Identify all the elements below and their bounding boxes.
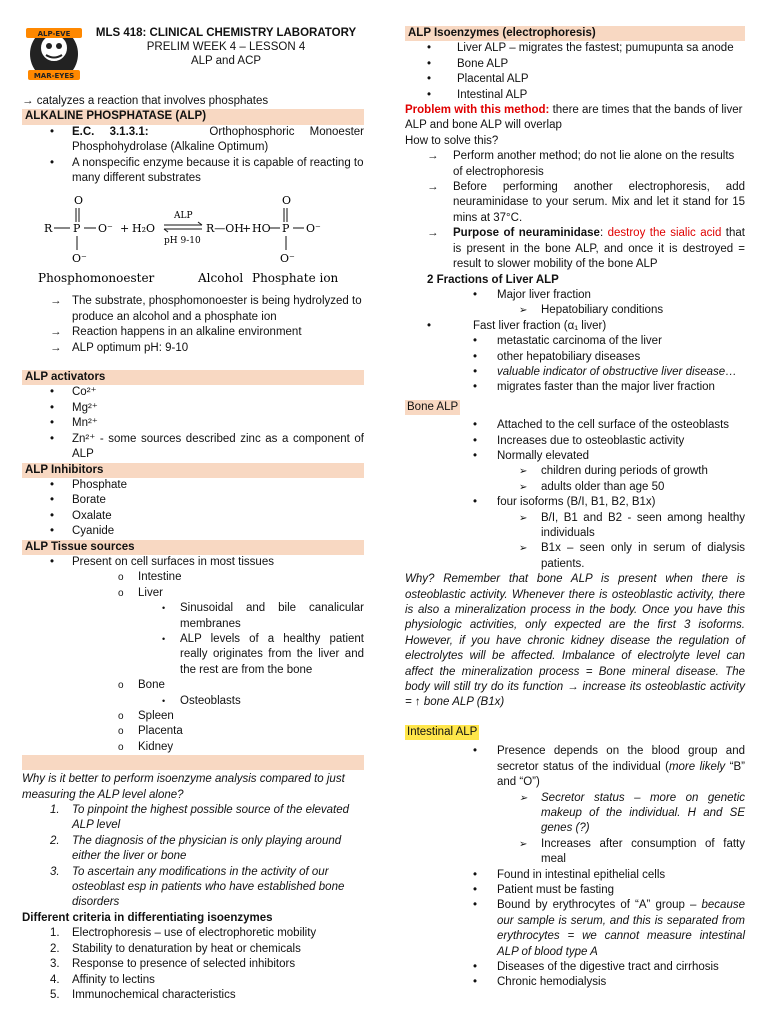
list-item: • Oxalate xyxy=(22,509,364,524)
alp-section-title: ALKALINE PHOSPHATASE (ALP) xyxy=(22,109,364,124)
list-item: → Perform another method; do not lie alone on the results of electrophoresis xyxy=(405,149,745,180)
criteria-list xyxy=(22,926,364,1003)
svg-text:R: R xyxy=(44,222,53,236)
list-item: • Placental ALP xyxy=(405,72,745,87)
list-item: 4. Affinity to lectins xyxy=(50,973,155,986)
reaction-notes xyxy=(22,294,364,356)
criteria-title: Different criteria in differentiating isoenzymes xyxy=(22,911,273,924)
svg-text:R—OH: R—OH xyxy=(206,222,244,236)
list-item: ➢ children during periods of growth xyxy=(405,464,745,479)
intestinal-alp-title: Intestinal ALP xyxy=(405,725,479,740)
list-item: • Liver ALP – migrates the fastest; pumupunta sa anode xyxy=(405,41,745,56)
list-item: • migrates faster than the major liver fraction xyxy=(405,380,745,395)
list-item: ➢ Hepatobiliary conditions xyxy=(405,303,745,318)
list-item: • E.C. 3.1.3.1: Orthophosphoric Monoester Phosphohydrolase (Alkaline Optimum) xyxy=(22,125,364,156)
list-item: • Major liver fraction xyxy=(405,288,745,303)
list-item: ➢ Increases after consumption of fatty meal xyxy=(405,837,745,868)
svg-text:H₂O: H₂O xyxy=(132,222,156,236)
list-item: 1. Electrophoresis – use of electrophoretic mobility xyxy=(50,927,317,940)
list-item: 5. Immunochemical characteristics xyxy=(50,988,236,1001)
intro-line: → catalyzes a reaction that involves phosphates xyxy=(22,95,269,107)
list-item: • Osteoblasts xyxy=(22,694,364,709)
list-item: • Mg²⁺ xyxy=(22,401,364,416)
right-column xyxy=(405,26,745,991)
svg-text:+: + xyxy=(242,222,252,236)
list-item: • Normally elevated xyxy=(405,449,745,464)
list-item: ➢ B/I, B1 and B2 - seen among healthy individuals xyxy=(405,511,745,542)
fractions-title: 2 Fractions of Liver ALP xyxy=(427,273,559,286)
isoenzymes-title: ALP Isoenzymes (electrophoresis) xyxy=(405,26,745,41)
list-item: → Purpose of neuraminidase: destroy the sialic acid that is present in the bone ALP, and once it is destroyed = result to slower mobility of the bone ALP xyxy=(405,226,745,272)
svg-text:pH 9-10: pH 9-10 xyxy=(164,236,201,247)
svg-text:+: + xyxy=(120,222,130,236)
isoenzymes-list xyxy=(405,41,745,103)
list-item: • Fast liver fraction (α₁ liver) xyxy=(405,319,745,334)
list-item: 3. Response to presence of selected inhibitors xyxy=(50,958,296,971)
list-item: → Reaction happens in an alkaline environment xyxy=(22,325,364,340)
list-item: • Chronic hemodialysis xyxy=(405,975,745,990)
bone-alp-title: Bone ALP xyxy=(405,400,460,415)
list-item: ➢ Secretor status – more on genetic makeup of the individual. H and SE genes (?) xyxy=(405,791,745,837)
svg-text:MAR-EYES: MAR-EYES xyxy=(33,72,75,80)
list-item: • Phosphate xyxy=(22,478,364,493)
list-item: ➢ B1x – seen only in serum of dialysis patients. xyxy=(405,541,745,572)
list-item: o Spleen xyxy=(22,709,364,724)
list-item: o Bone xyxy=(22,678,364,693)
list-item: • Diseases of the digestive tract and cirrhosis xyxy=(405,960,745,975)
tissue-list xyxy=(22,555,364,755)
list-item: • Attached to the cell surface of the osteoblasts xyxy=(405,418,745,433)
list-item: • Sinusoidal and bile canalicular membranes xyxy=(22,601,364,632)
svg-text:O: O xyxy=(282,194,292,208)
list-item: • other hepatobiliary diseases xyxy=(405,350,745,365)
activators-title: ALP activators xyxy=(22,370,364,385)
svg-text:O⁻: O⁻ xyxy=(98,222,113,236)
intestinal-alp-list xyxy=(405,744,745,991)
svg-text:Alcohol: Alcohol xyxy=(198,271,244,286)
list-item: • valuable indicator of obstructive liver disease… xyxy=(405,365,745,380)
list-item: • Intestinal ALP xyxy=(405,88,745,103)
inhibitors-list xyxy=(22,478,364,540)
svg-text:ALP: ALP xyxy=(174,211,193,222)
list-item: • Presence depends on the blood group and secretor status of the individual (more likely “B” and “O”) xyxy=(405,744,745,790)
week-label: PRELIM WEEK 4 – LESSON 4 xyxy=(146,41,306,53)
list-item: • Zn²⁺ - some sources described zinc as a component of ALP xyxy=(22,432,364,463)
inhibitors-title: ALP Inhibitors xyxy=(22,463,364,478)
how-to-solve: How to solve this? xyxy=(405,134,499,147)
list-item: • four isoforms (B/I, B1, B2, B1x) xyxy=(405,495,745,510)
section-divider xyxy=(22,755,364,770)
list-item: o Liver xyxy=(22,586,364,601)
solve-list xyxy=(405,149,745,272)
left-column xyxy=(22,94,364,1003)
svg-text:Phosphate ion: Phosphate ion xyxy=(252,271,339,286)
svg-text:O⁻: O⁻ xyxy=(280,252,295,266)
bone-alp-explanation: Why? Remember that bone ALP is present when there is osteoblastic activity. Whenever there is osteoblastic activity, there is also a mineralization process in the body. Once you have this physiologic activities, only expected are the first 3 isoforms. However, if you have chronic kidney disease the regulation of electrolytes will be affected. Imbalance of electrolyte level can affect the mineralization process = Bone mineral disease. The body will still try do its function → increase its osteoblastic activity = ↑ bone ALP (B1x) xyxy=(405,573,745,709)
list-item: → ALP optimum pH: 9-10 xyxy=(22,341,364,356)
svg-text:P: P xyxy=(282,222,290,236)
bone-alp-list xyxy=(405,418,745,572)
list-item: ➢ adults older than age 50 xyxy=(405,480,745,495)
list-item: • Borate xyxy=(22,493,364,508)
fractions-list xyxy=(405,288,745,396)
activators-list xyxy=(22,385,364,462)
list-item: → Before performing another electrophoresis, add neuraminidase to your serum. Mix and let it stand for 15 mins at 37°C. xyxy=(405,180,745,226)
svg-text:Phosphomonoester: Phosphomonoester xyxy=(38,271,155,286)
list-item: o Intestine xyxy=(22,570,364,585)
list-item: • metastatic carcinoma of the liver xyxy=(405,334,745,349)
svg-text:HO: HO xyxy=(252,222,271,236)
course-title: MLS 418: CLINICAL CHEMISTRY LABORATORY xyxy=(95,27,357,39)
list-item: • Bound by erythrocytes of “A” group – because our sample is serum, and this is separated from erythrocytes = we cannot measure intestinal ALP of blood type A xyxy=(405,898,745,960)
list-item: 3. To ascertain any modifications in the activity of our osteoblast esp in patients who have established bone disorders xyxy=(50,865,345,909)
list-item: • Present on cell surfaces in most tissues xyxy=(22,555,364,570)
list-item: 2. Stability to denaturation by heat or chemicals xyxy=(50,942,301,955)
tissue-title: ALP Tissue sources xyxy=(22,540,364,555)
problem-note: Problem with this method: there are times that the bands of liver ALP and bone ALP will overlap xyxy=(405,104,743,132)
list-item: • Co²⁺ xyxy=(22,385,364,400)
document-header xyxy=(90,26,362,68)
why-answers xyxy=(22,803,364,911)
svg-text:O⁻: O⁻ xyxy=(72,252,87,266)
why-question: Why is it better to perform isoenzyme analysis compared to just measuring the ALP level alone? xyxy=(22,773,345,801)
list-item: o Kidney xyxy=(22,740,364,755)
alp-list xyxy=(22,125,364,187)
reaction-formula xyxy=(38,192,358,288)
list-item: • Bone ALP xyxy=(405,57,745,72)
list-item: 2. The diagnosis of the physician is only playing around either the liver or bone xyxy=(50,834,342,863)
list-item: • ALP levels of a healthy patient really originates from the liver and the rest are from the bone xyxy=(22,632,364,678)
list-item: • A nonspecific enzyme because it is capable of reacting to many different substrates xyxy=(22,156,364,187)
svg-text:ALP-EVE: ALP-EVE xyxy=(37,30,71,38)
topic-label: ALP and ACP xyxy=(190,55,262,67)
list-item: o Placenta xyxy=(22,724,364,739)
mascot-logo-icon xyxy=(22,22,86,86)
list-item: • Increases due to osteoblastic activity xyxy=(405,434,745,449)
list-item: → The substrate, phosphomonoester is being hydrolyzed to produce an alcohol and a phosphate ion xyxy=(22,294,364,325)
list-item: • Patient must be fasting xyxy=(405,883,745,898)
list-item: • Cyanide xyxy=(22,524,364,539)
svg-text:P: P xyxy=(73,222,81,236)
list-item: • Found in intestinal epithelial cells xyxy=(405,868,745,883)
svg-text:O: O xyxy=(74,194,84,208)
list-item: 1. To pinpoint the highest possible source of the elevated ALP level xyxy=(50,804,350,832)
list-item: • Mn²⁺ xyxy=(22,416,364,431)
svg-text:O⁻: O⁻ xyxy=(306,222,321,236)
